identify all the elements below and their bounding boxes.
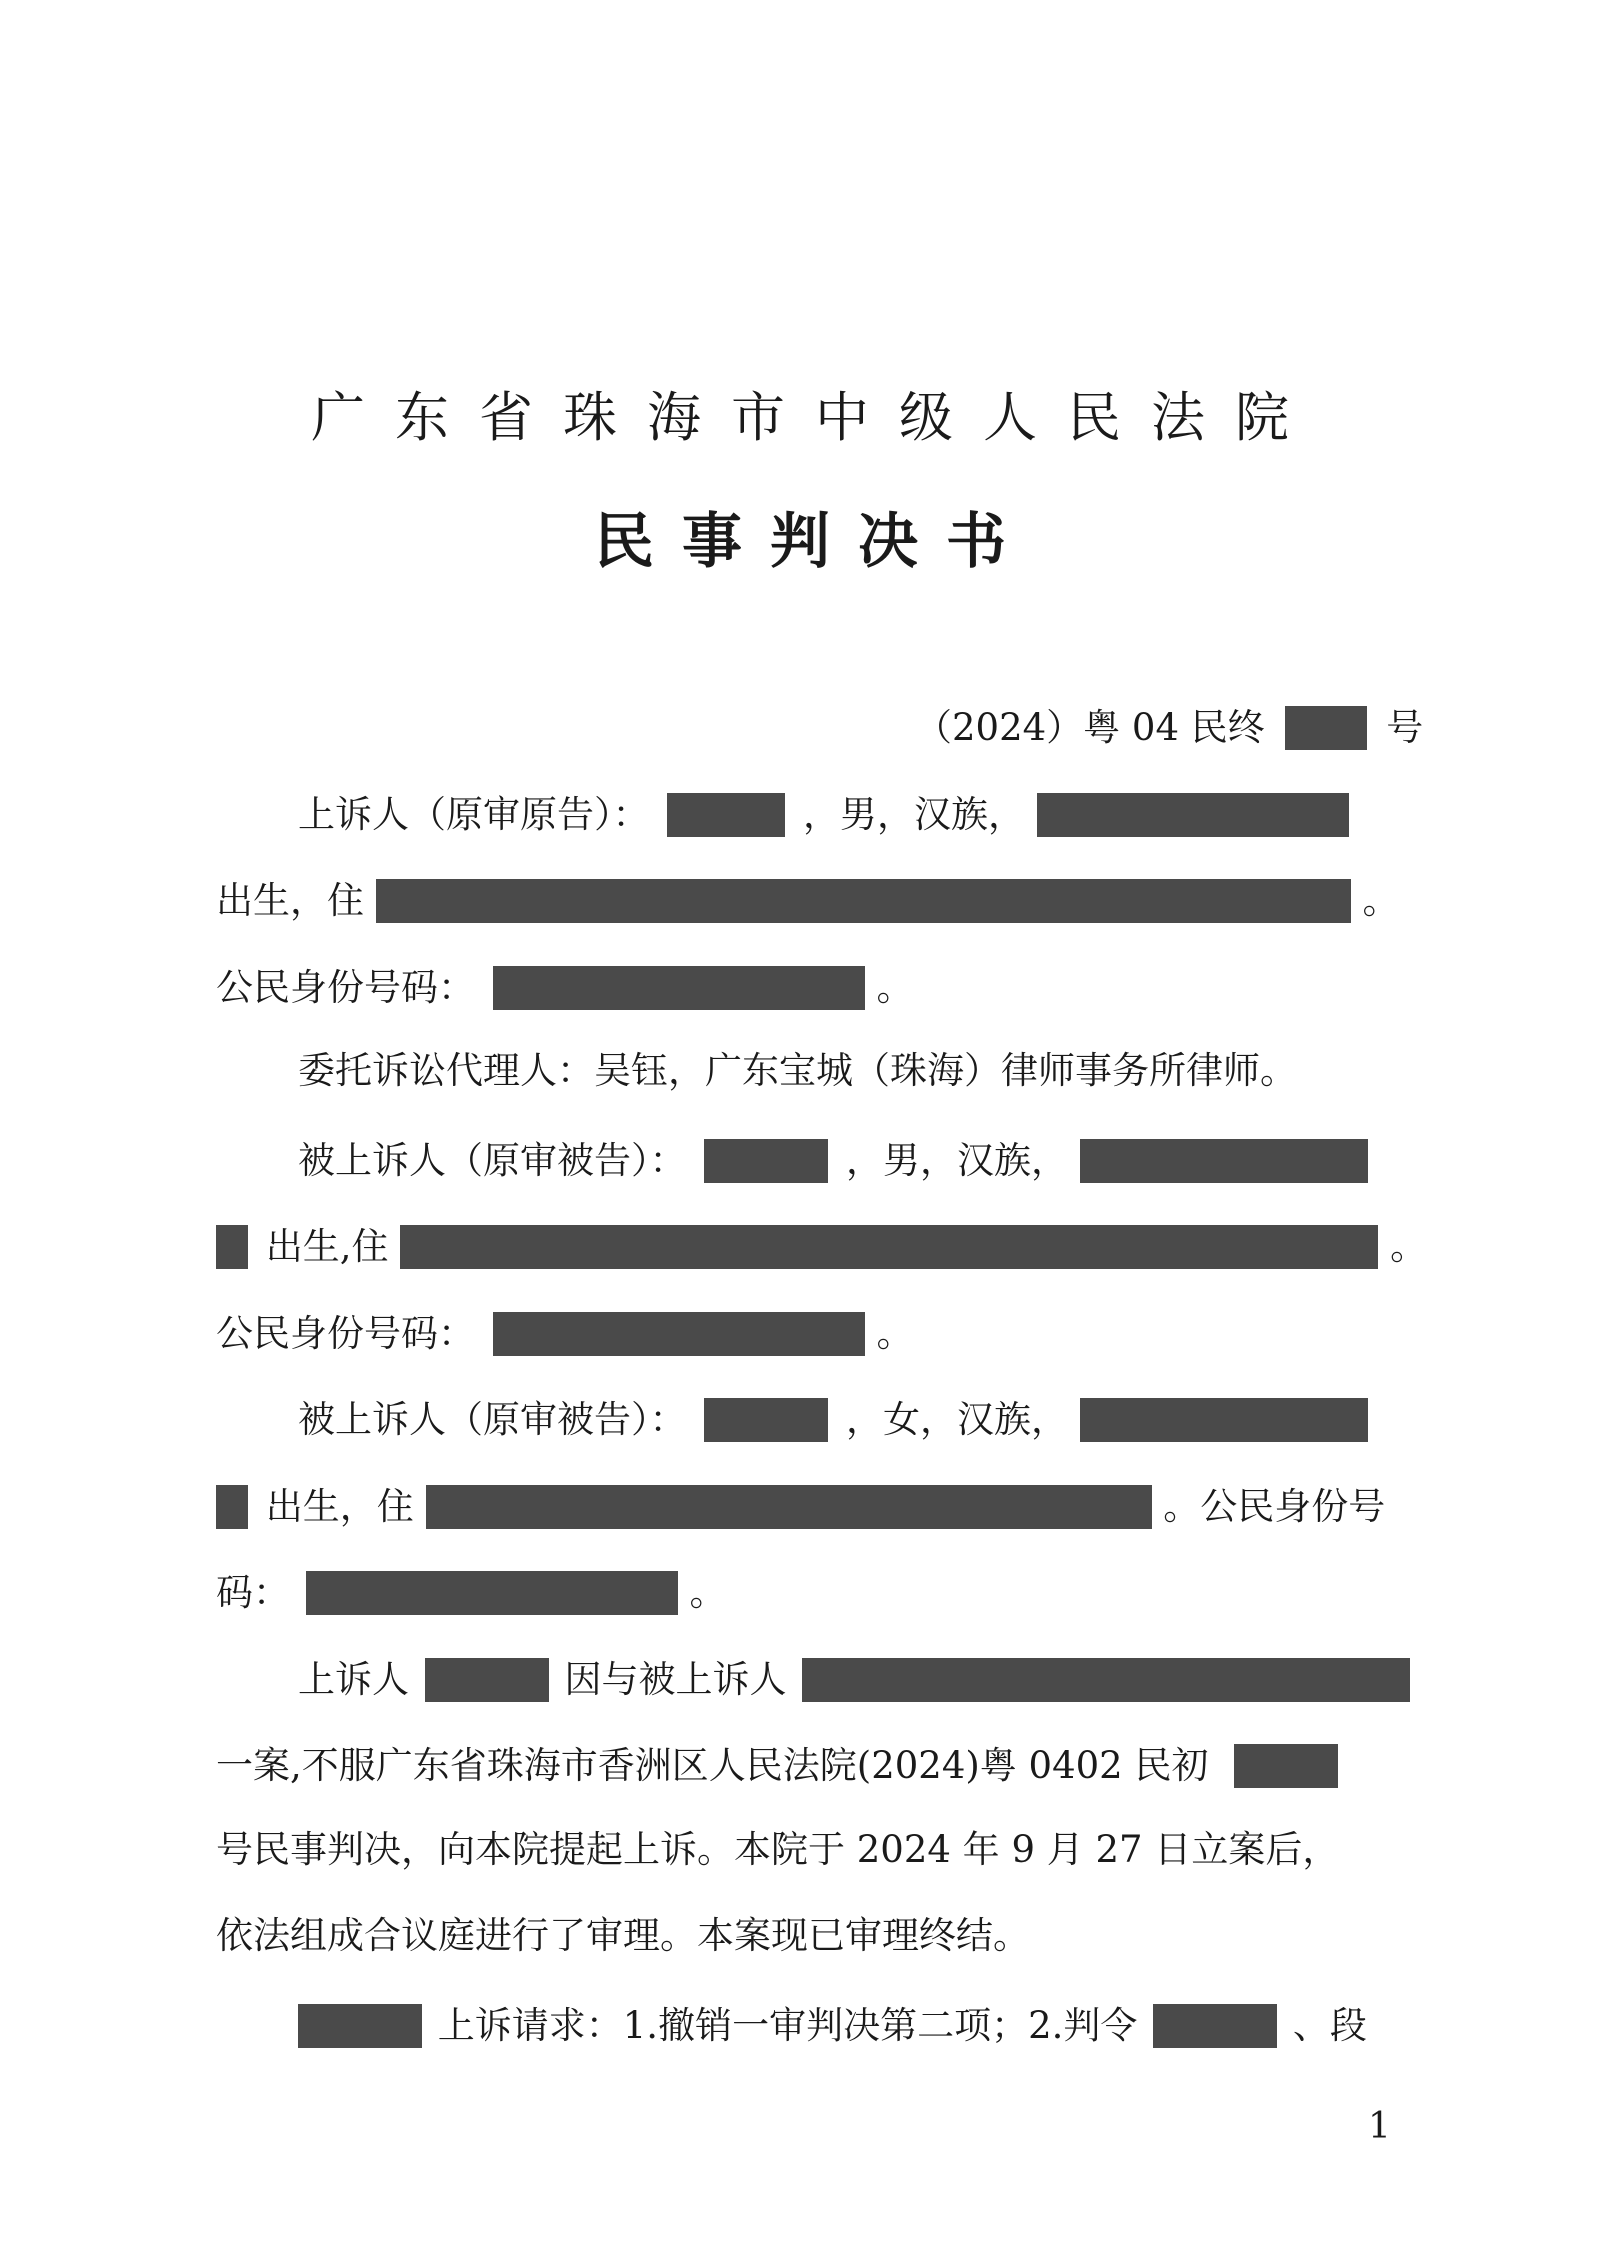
redaction-block xyxy=(216,1485,248,1529)
redaction-block xyxy=(1037,793,1349,837)
redaction-block xyxy=(425,1658,549,1702)
page-number: 1 xyxy=(1368,2106,1391,2147)
appellee2-label: 被上诉人（原审被告）： xyxy=(298,1397,687,1441)
appellee2-birth: 出生，住 xyxy=(265,1484,414,1528)
appellee2-line-1 xyxy=(298,1392,1368,1442)
redaction-block xyxy=(493,1312,865,1356)
document-title: 民事判决书 xyxy=(594,507,1034,577)
appellee1-label: 被上诉人（原审被告）： xyxy=(298,1138,687,1182)
redaction-block xyxy=(376,879,1351,923)
appellee1-line-1 xyxy=(298,1133,1368,1183)
body-line-3: 号民事判决，向本院提起上诉。本院于 2024 年 9 月 27 日立案后， xyxy=(216,1828,1340,1871)
body-p1-mid: 因与被上诉人 xyxy=(564,1657,787,1701)
appellee1-id xyxy=(216,1306,914,1356)
redaction-block xyxy=(1080,1139,1368,1183)
redaction-block xyxy=(400,1225,1378,1269)
appellee2-line-2 xyxy=(216,1479,1385,1529)
body-line-5 xyxy=(298,1998,1367,2048)
redaction-block xyxy=(493,966,865,1010)
body-p1-start: 上诉人 xyxy=(298,1657,409,1701)
appellant-id-label: 公民身份号码： xyxy=(216,965,475,1009)
redaction-block xyxy=(802,1658,1410,1702)
case-number-suffix: 号 xyxy=(1386,705,1424,749)
appellee2-id-inline: 。公民身份号 xyxy=(1163,1484,1386,1528)
body-p1-line2: 一案,不服广东省珠海市香洲区人民法院(2024)粤 0402 民初 xyxy=(216,1743,1209,1787)
redaction-block xyxy=(704,1398,828,1442)
body-line-2 xyxy=(216,1738,1338,1788)
court-title: 广东省珠海市中级人民法院 xyxy=(311,386,1319,449)
appellant-birth: 出生，住 xyxy=(216,878,364,922)
appellant-line-1 xyxy=(298,787,1349,837)
body-p2-part1: 上诉请求：1.撤销一审判决第二项；2.判令 xyxy=(437,2003,1138,2047)
body-line-1 xyxy=(298,1652,1410,1702)
redaction-block xyxy=(298,2004,422,2048)
appellee1-id-label: 公民身份号码： xyxy=(216,1311,475,1355)
appellant-end: 。 xyxy=(1362,878,1400,922)
appellee1-end: 。 xyxy=(1390,1224,1428,1268)
appellee1-id-end: 。 xyxy=(876,1311,914,1355)
redaction-block xyxy=(216,1225,248,1269)
redaction-block xyxy=(306,1571,678,1615)
appellant-sex: ，男，汉族， xyxy=(803,792,1026,836)
case-number-prefix: （2024）粤 04 民终 xyxy=(915,705,1265,749)
appellee2-id-label: 码： xyxy=(216,1570,290,1614)
redaction-block xyxy=(1285,706,1367,750)
redaction-block xyxy=(704,1139,828,1183)
appellee2-sex: ，女，汉族， xyxy=(846,1397,1069,1441)
appellee1-line-2 xyxy=(216,1219,1427,1269)
agent-line: 委托诉讼代理人：吴钰，广东宝城（珠海）律师事务所律师。 xyxy=(298,1049,1297,1092)
redaction-block xyxy=(1153,2004,1277,2048)
appellant-line-2 xyxy=(216,873,1400,923)
redaction-block xyxy=(1080,1398,1368,1442)
redaction-block xyxy=(426,1485,1152,1529)
appellee1-birth: 出生,住 xyxy=(265,1224,389,1268)
appellant-id xyxy=(216,960,914,1010)
appellee2-id xyxy=(216,1565,727,1615)
appellee1-sex: ，男，汉族， xyxy=(846,1138,1069,1182)
body-line-4: 依法组成合议庭进行了审理。本案现已审理终结。 xyxy=(216,1914,1030,1957)
case-number xyxy=(915,700,1423,750)
appellant-id-end: 。 xyxy=(876,965,914,1009)
redaction-block xyxy=(1234,1744,1338,1788)
appellant-label: 上诉人（原审原告）： xyxy=(298,792,650,836)
body-p2-part2: 、段 xyxy=(1292,2003,1367,2047)
appellee2-id-end: 。 xyxy=(689,1570,727,1614)
redaction-block xyxy=(667,793,785,837)
